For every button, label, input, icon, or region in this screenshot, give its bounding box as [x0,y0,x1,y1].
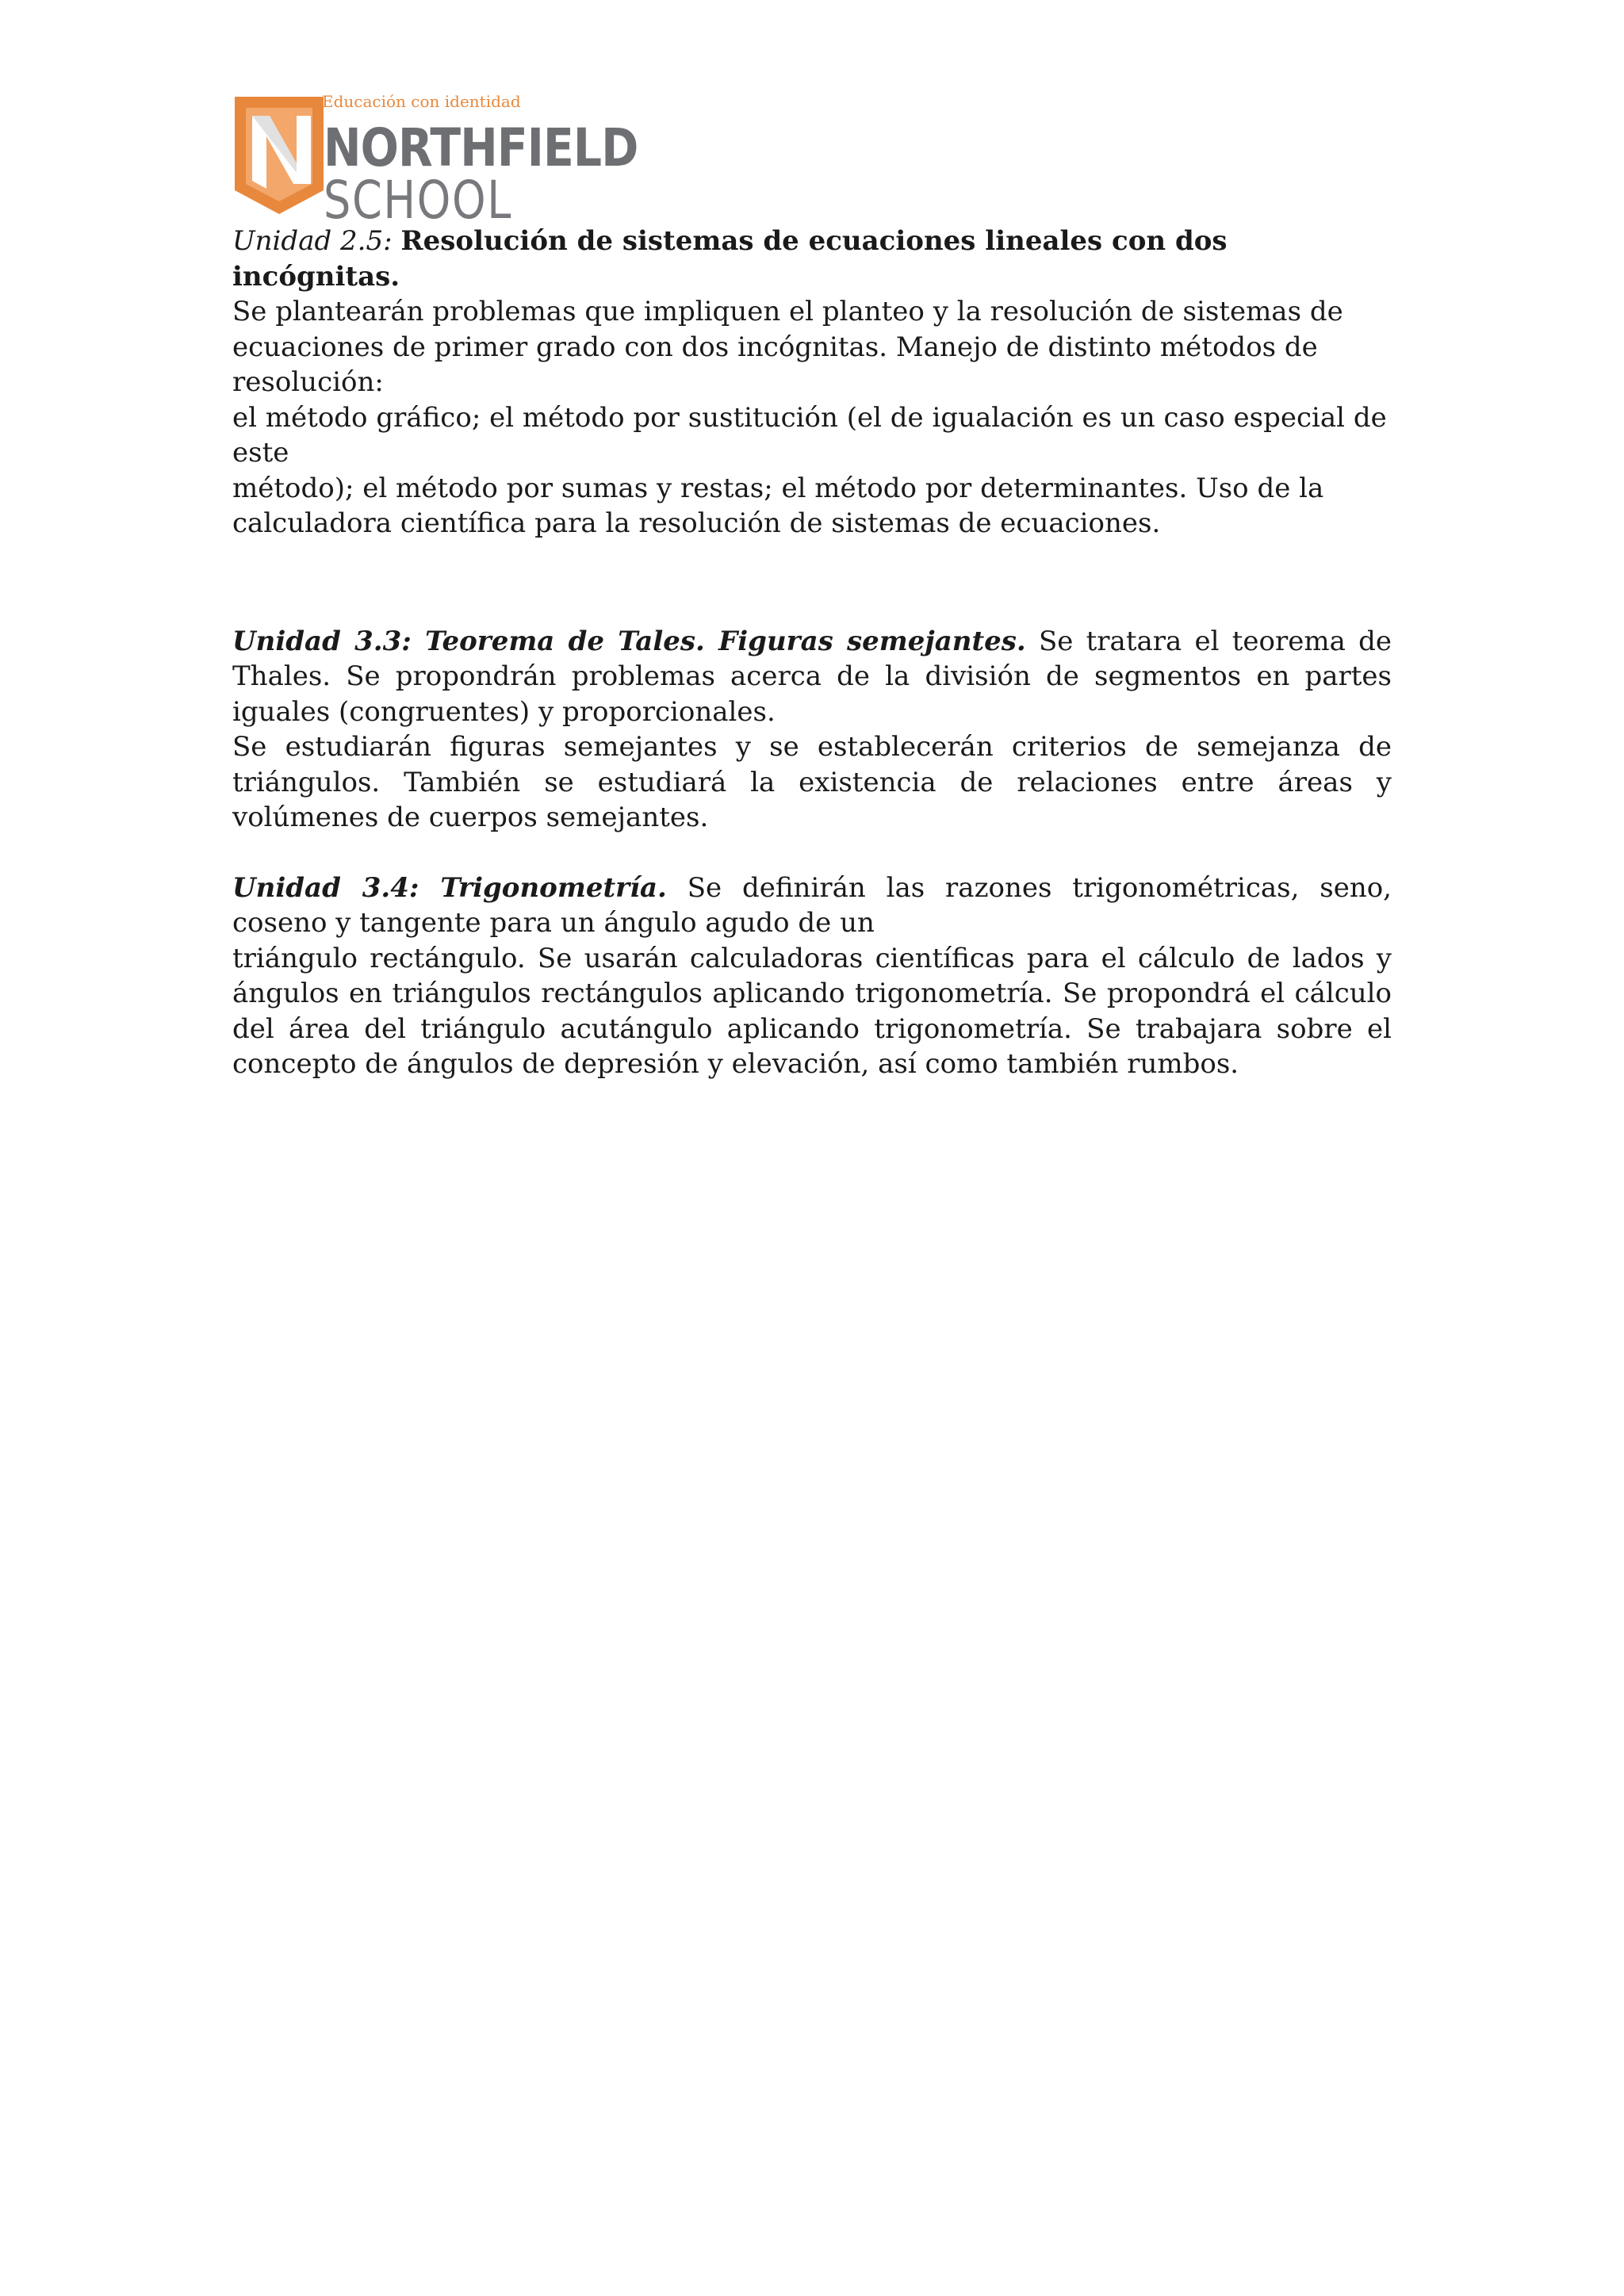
unit-3-4-heading: Unidad 3.4: Trigonometría. [232,871,667,904]
text-line: el método gráfico; el método por sustitución (el de igualación es un caso especial de este [232,401,1387,469]
logo-tagline: Educación con identidad [322,92,521,111]
unit-3-3-intro [232,624,1392,730]
unit-3-3-heading: Unidad 3.3: Teorema de Tales. Figuras semejantes. [232,625,1026,657]
unit-3-4-intro [232,871,1392,941]
logo-name-school: SCHOOL [324,170,513,231]
northfield-shield-icon [235,97,324,214]
unit-3-4-paragraph: triángulo rectángulo. Se usarán calculadoras científicas para el cálculo de lados y ángulos en triángulos rectángulos aplicando trigonometría. Se propondrá el cálculo del área del triángulo acutángulo aplicando trigonometría. Se trabajara sobre el concepto de ángulos de depresión y elevación, así como también rumbos. [232,942,1392,1080]
school-logo [235,92,638,231]
unit-3-3-paragraph: Se estudiarán figuras semejantes y se establecerán criterios de semejanza de triángulos. También se estudiará la existencia de relaciones entre áreas y volúmenes de cuerpos semejantes. [232,731,1392,833]
section-unit-2-5 [232,224,1392,541]
unit-3-3-intro-text: Se tratara el teorema de Thales. Se propondrán problemas acerca de la división de segmentos en partes iguales (congruentes) y proporcionales. [232,625,1392,728]
section-unit-3-4 [232,871,1392,1082]
document-body [232,224,1392,1082]
unit-2-5-body [232,294,1392,541]
text-line: método); el método por sumas y restas; el método por determinantes. Uso de la [232,472,1324,504]
text-line: ecuaciones de primer grado con dos incógnitas. Manejo de distinto métodos de resolución: [232,331,1318,398]
unit-2-5-label: Unidad 2.5: [232,225,393,257]
spacer [232,836,1392,871]
text-line: calculadora científica para la resolución de sistemas de ecuaciones. [232,507,1161,539]
section-unit-3-3 [232,624,1392,836]
unit-2-5-heading [232,224,1392,294]
unit-3-4-intro-text: Se definirán las razones trigonométricas, seno, coseno y tangente para un ángulo agudo de un [232,871,1392,939]
unit-2-5-title: Resolución de sistemas de ecuaciones lineales con dos incógnitas. [232,225,1228,293]
logo-name-northfield: NORTHFIELD [324,117,638,178]
spacer [232,541,1392,624]
text-line: Se plantearán problemas que impliquen el planteo y la resolución de sistemas de [232,296,1343,327]
